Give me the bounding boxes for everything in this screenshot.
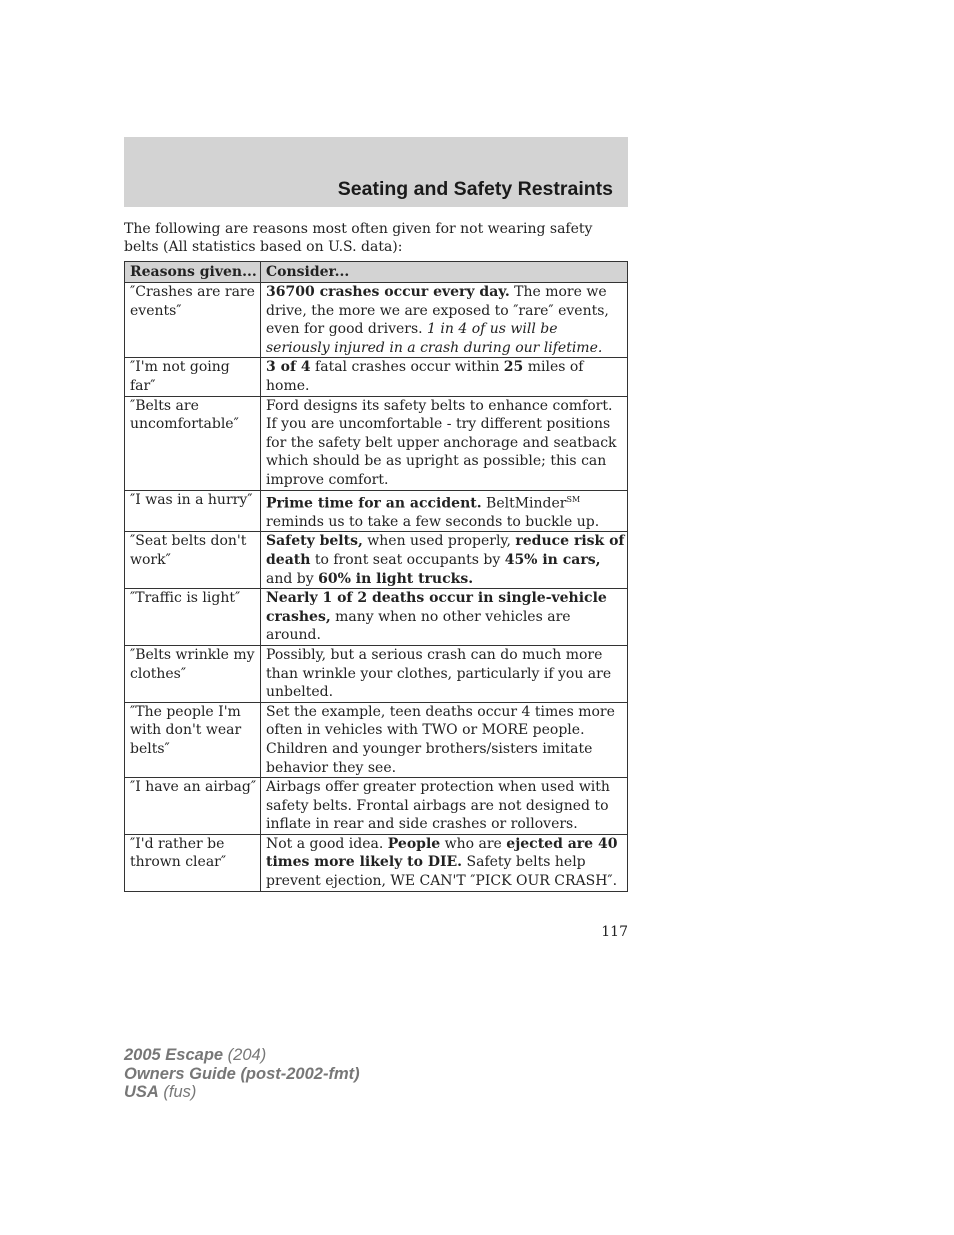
consider-cell	[261, 396, 628, 490]
consider-text-segment: 45% in cars,	[504, 551, 601, 568]
consider-cell	[261, 490, 628, 532]
footer-guide: Owners Guide (post-2002-fmt)	[124, 1064, 360, 1083]
consider-text-segment: Safety belts,	[266, 533, 363, 550]
reason-cell: ″The people I'm with don't wear belts″	[125, 702, 261, 777]
consider-text-segment: 3 of 4	[266, 359, 311, 376]
table-row	[125, 490, 628, 532]
footer-model-code: (204)	[223, 1046, 267, 1064]
table-row	[125, 358, 628, 396]
reason-cell: ″Seat belts don't work″	[125, 532, 261, 589]
consider-text-segment: and by	[266, 570, 319, 587]
consider-text-segment: Prime time for an accident.	[266, 495, 482, 512]
consider-text-segment: Set the example, teen deaths occur 4 times more often in vehicles with TWO or MORE people. Children and younger brothers/sisters imitate behavior they see.	[266, 703, 615, 776]
consider-text-segment: 25	[503, 359, 524, 376]
consider-text-segment: who are	[440, 835, 507, 852]
consider-cell	[261, 589, 628, 646]
consider-text-segment: Not a good idea.	[266, 835, 388, 852]
consider-text-segment: Safety belts help prevent ejection, WE CAN'T ″PICK OUR CRASH″.	[266, 854, 618, 890]
consider-text-segment: 36700 crashes occur every day.	[266, 284, 510, 300]
table-row	[125, 283, 628, 358]
reason-cell: ″I'm not going far″	[125, 358, 261, 396]
footer-model: 2005 Escape	[124, 1046, 224, 1064]
consider-text-segment: The more we drive, the more we are exposed to ″rare″ events, even for good drivers.	[266, 284, 609, 338]
footer-line-2	[124, 1065, 360, 1084]
consider-cell	[261, 645, 628, 702]
consider-text-segment: Ford designs its safety belts to enhance comfort. If you are uncomfortable - try different positions for the safety belt upper anchorage and seatback which should be as upright as possible; this can improve comfort.	[266, 397, 617, 488]
table-row	[125, 589, 628, 646]
consider-cell	[261, 702, 628, 777]
footer-line-3	[124, 1083, 360, 1102]
footer-market: USA	[124, 1083, 159, 1101]
table-row	[125, 645, 628, 702]
consider-text-segment: BeltMinder	[481, 495, 567, 512]
consider-text-segment: reminds us to take a few seconds to buckle up.	[266, 513, 600, 530]
consider-text-segment: miles of home.	[266, 359, 584, 394]
footer-market-code: (fus)	[158, 1083, 197, 1101]
consider-cell	[261, 778, 628, 835]
consider-cell	[261, 834, 628, 891]
reason-cell: ″Belts are uncomfortable″	[125, 396, 261, 490]
consider-text-segment: 1 in 4 of us will be seriously injured in a crash during our lifetime.	[266, 321, 603, 356]
consider-text-segment: many when no other vehicles are around.	[266, 608, 571, 644]
reason-cell: ″I'd rather be thrown clear″	[125, 834, 261, 891]
reason-cell: ″I have an airbag″	[125, 778, 261, 835]
table-row	[125, 532, 628, 589]
table-row	[125, 396, 628, 490]
section-header-band	[124, 137, 628, 207]
table-row	[125, 834, 628, 891]
consider-text-segment: Nearly 1 of 2 deaths occur in single-vehicle crashes,	[266, 590, 607, 625]
consider-text-segment: fatal crashes occur within	[310, 359, 504, 376]
document-footer	[124, 1046, 360, 1102]
consider-cell	[261, 358, 628, 396]
column-header-consider: Consider...	[261, 262, 628, 283]
consider-cell	[261, 532, 628, 589]
table-body	[125, 283, 628, 892]
consider-cell	[261, 283, 628, 358]
consider-text-segment: People	[387, 835, 441, 852]
consider-text-segment: to front seat occupants by	[310, 551, 505, 568]
reason-cell: ″I was in a hurry″	[125, 490, 261, 532]
footer-line-1	[124, 1046, 360, 1065]
consider-text-segment: Airbags offer greater protection when used with safety belts. Frontal airbags are not designed to inflate in rear and side crashes or rollovers.	[266, 779, 610, 833]
consider-text-segment: ejected are 40 times more likely to DIE.	[266, 835, 618, 871]
table-row	[125, 778, 628, 835]
consider-text-segment: when used properly,	[362, 533, 516, 550]
reason-cell: ″Belts wrinkle my clothes″	[125, 645, 261, 702]
section-title: Seating and Safety Restraints	[337, 178, 613, 200]
table-row	[125, 702, 628, 777]
intro-paragraph: The following are reasons most often given for not wearing safety belts (All statistics based on U.S. data):	[124, 221, 593, 255]
column-header-reasons: Reasons given...	[125, 262, 261, 283]
page-number: 117	[601, 924, 628, 940]
reason-cell: ″Traffic is light″	[125, 589, 261, 646]
consider-text-segment: 60% in light trucks.	[318, 570, 474, 587]
consider-text-segment: Possibly, but a serious crash can do much more than wrinkle your clothes, particularly if you are unbelted.	[266, 646, 612, 701]
consider-text-segment: SM	[566, 494, 581, 504]
table-header-row	[125, 262, 628, 283]
reason-cell: ″Crashes are rare events″	[125, 283, 261, 358]
reasons-table	[124, 261, 628, 892]
consider-text-segment: reduce risk of death	[266, 533, 625, 568]
